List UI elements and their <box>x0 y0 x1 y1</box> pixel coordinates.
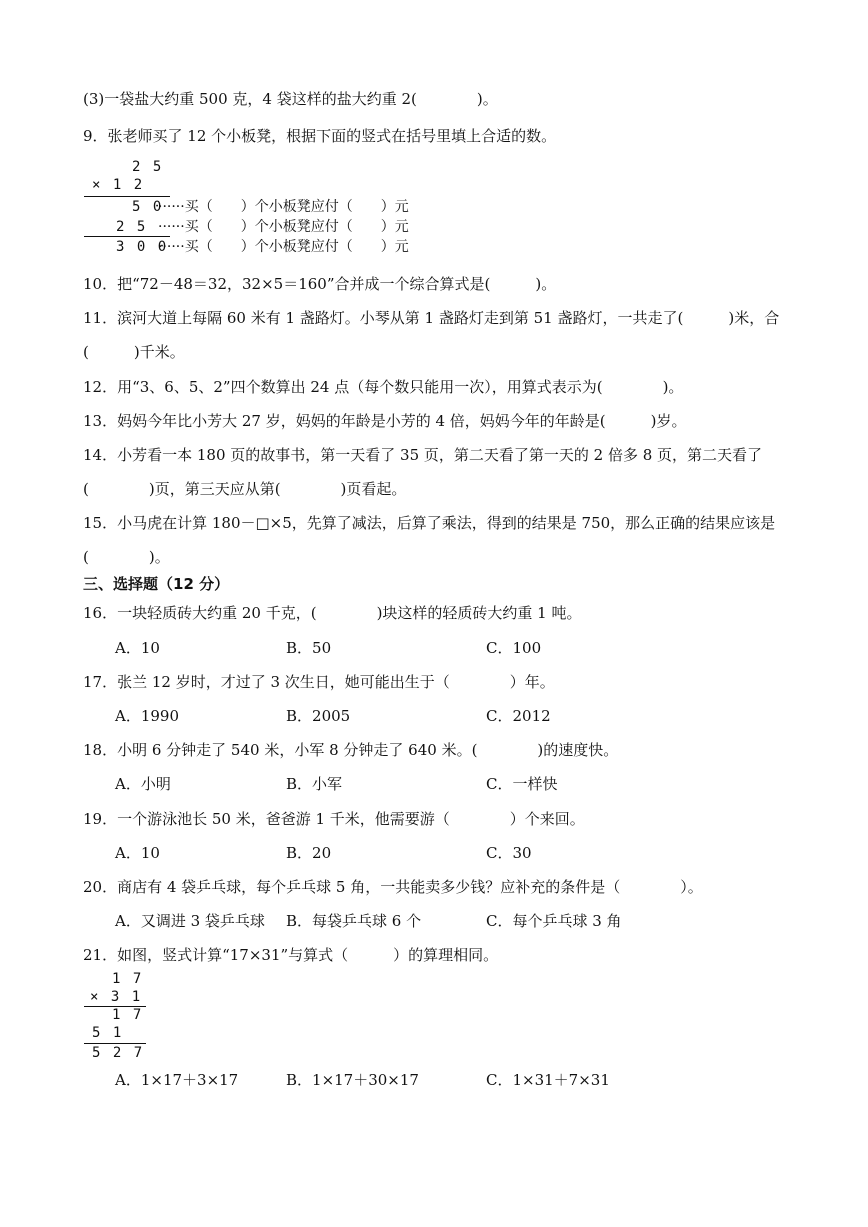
vertical9-note-2: ······买（ ）个小板凳应付（ ）元 <box>158 219 409 235</box>
question-19-option-b: B．20 <box>286 844 332 862</box>
question-21-option-a: A．1×17＋3×17 <box>115 1071 239 1089</box>
question-13: 13．妈妈今年比小芳大 27 岁，妈妈的年龄是小芳的 4 倍，妈妈今年的年龄是( )岁。 <box>83 412 687 430</box>
question-16: 16．一块轻质砖大约重 20 千克，( )块这样的轻质砖大约重 1 吨。 <box>83 604 582 622</box>
question-14-line-1: 14．小芳看一本 180 页的故事书，第一天看了 35 页，第二天看了第一天的 2 倍多 8 页，第二天看了 <box>83 446 763 464</box>
section-3-heading: 三、选择题（12 分） <box>83 575 230 593</box>
question-16-option-c: C．100 <box>486 639 542 657</box>
question-17-option-c: C．2012 <box>486 707 551 725</box>
question-20-option-b: B．每袋乒乓球 6 个 <box>286 912 422 930</box>
vertical9-top: 2 5 <box>132 159 164 175</box>
question-9: 9．张老师买了 12 个小板凳，根据下面的竖式在括号里填上合适的数。 <box>83 127 557 145</box>
question-18-option-a: A．小明 <box>115 775 171 793</box>
vertical21-row-2: 5 1 <box>92 1025 124 1041</box>
vertical21-row-1: 1 7 <box>112 1007 144 1023</box>
question-19-option-c: C．30 <box>486 844 532 862</box>
question-20: 20．商店有 4 袋乒乓球，每个乒乓球 5 角，一共能卖多少钱？应补充的条件是（ ）。 <box>83 878 703 896</box>
vertical21-row-3: 5 2 7 <box>92 1045 145 1061</box>
question-15-line-1: 15．小马虎在计算 180－□×5，先算了减法，后算了乘法，得到的结果是 750，那么正确的结果应该是 <box>83 514 776 532</box>
question-15-line-2: ( )。 <box>83 548 170 566</box>
vertical9-note-3: ······买（ ）个小板凳应付（ ）元 <box>158 239 409 255</box>
question-18: 18．小明 6 分钟走了 540 米，小军 8 分钟走了 640 米。( )的速度快。 <box>83 741 619 759</box>
question-17-option-a: A．1990 <box>115 707 180 725</box>
vertical21-top: 1 7 <box>112 971 144 987</box>
vertical21-multiplier: × 3 1 <box>90 989 143 1005</box>
question-21-option-b: B．1×17＋30×17 <box>286 1071 419 1089</box>
vertical9-rule-1 <box>84 196 170 197</box>
question-10: 10．把“72－48＝32，32×5＝160”合并成一个综合算式是( )。 <box>83 275 557 293</box>
vertical9-row-2: 2 5 <box>116 219 148 235</box>
question-21: 21．如图，竖式计算“17×31”与算式（ ）的算理相同。 <box>83 946 499 964</box>
question-11-line-2: ( )千米。 <box>83 343 185 361</box>
question-20-option-a: A．又调进 3 袋乒乓球 <box>115 912 265 930</box>
question-19: 19．一个游泳池长 50 米，爸爸游 1 千米，他需要游（ ）个来回。 <box>83 810 585 828</box>
question-21-option-c: C．1×31＋7×31 <box>486 1071 610 1089</box>
question-19-option-a: A．10 <box>115 844 160 862</box>
question-17: 17．张兰 12 岁时，才过了 3 次生日，她可能出生于（ ）年。 <box>83 673 555 691</box>
vertical9-row-1: 5 0 <box>132 199 164 215</box>
question-11-line-1: 11．滨河大道上每隔 60 米有 1 盏路灯。小琴从第 1 盏路灯走到第 51 盏路灯，一共走了( )米，合 <box>83 309 780 327</box>
question-8-3: (3)一袋盐大约重 500 克，4 袋这样的盐大约重 2( )。 <box>83 90 498 108</box>
vertical9-multiplier: × 1 2 <box>92 177 145 193</box>
question-12: 12．用“3、6、5、2”四个数算出 24 点（每个数只能用一次），用算式表示为( )。 <box>83 378 684 396</box>
question-20-option-c: C．每个乒乓球 3 角 <box>486 912 622 930</box>
question-18-option-b: B．小军 <box>286 775 343 793</box>
vertical9-note-1: ······买（ ）个小板凳应付（ ）元 <box>158 199 409 215</box>
vertical9-row-3: 3 0 0 <box>116 239 169 255</box>
question-17-option-b: B．2005 <box>286 707 351 725</box>
vertical9-rule-2 <box>84 236 170 237</box>
question-16-option-a: A．10 <box>115 639 160 657</box>
question-14-line-2: ( )页，第三天应从第( )页看起。 <box>83 480 407 498</box>
question-16-option-b: B．50 <box>286 639 332 657</box>
question-18-option-c: C．一样快 <box>486 775 558 793</box>
